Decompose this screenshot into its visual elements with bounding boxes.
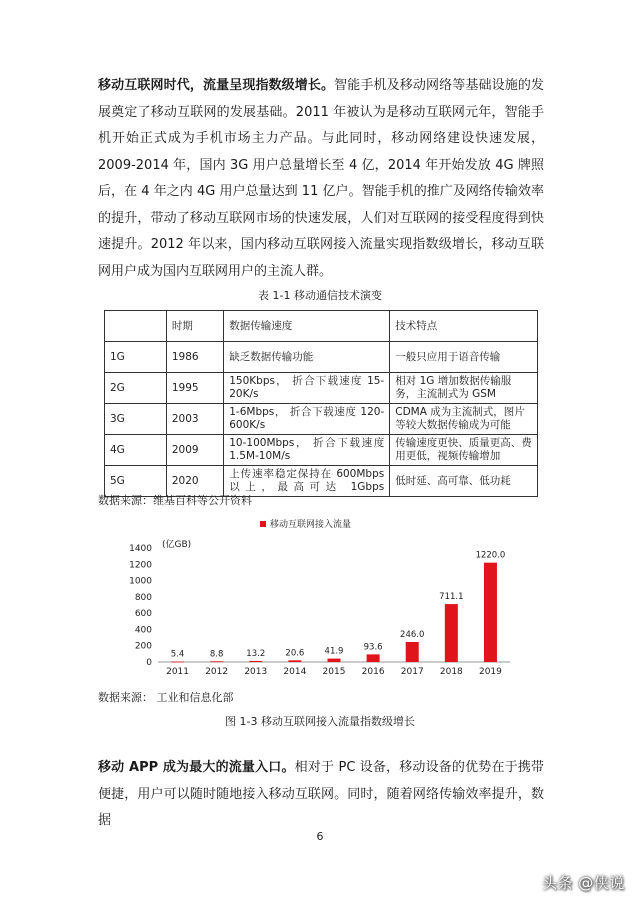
bar-value-label: 5.4 [170,649,185,660]
feature-cell: 传输速度更快、质量更高、费用更低，视频传输增加 [390,435,538,466]
bar-value-label: 41.9 [324,646,344,657]
bar-value-label: 8.8 [209,649,224,660]
bar [367,654,380,662]
header-cell [105,311,167,342]
table-header-row [105,311,538,342]
period-cell: 2003 [166,404,223,435]
x-tick-label: 2013 [244,667,268,677]
bar [171,662,184,663]
period-cell: 1995 [166,373,223,404]
app-paragraph [98,755,544,835]
y-tick-label: 1400 [129,544,152,554]
feature-cell: 相对 1G 增加数据传输服务，主流制式为 GSM [390,373,538,404]
y-tick-label: 400 [134,625,152,636]
speed-cell: 1-6Mbps， 折合下载速度 120-600K/s [224,404,390,435]
intro-body: 智能手机及移动网络等基础设施的发展奠定了移动互联网的发展基础。2011 年被认为是移动互联网元年，智能手机开始正式成为手机市场主力产品。与此同时，移动网络建设快速发展，2009-2014 年，国内 3G 用户总量增长至 4 亿，2014 年开始发放 4G 牌照后，在 4 年之内 4G 用户总量达到 11 亿户。智能手机的推广及网络传输效率的提升，带动了移动互联网市场的快速发展，人们对互联网的接受程度得到快速提升。2012 年以来，国内移动互联网接入流量实现指数级增长，移动互联网用户成为国内互联网用户的主流人群。 [98,78,544,279]
x-tick-label: 2015 [322,667,346,677]
x-tick-label: 2017 [400,667,424,677]
period-cell: 2020 [166,466,223,497]
bar [406,642,419,662]
bar-value-label: 246.0 [400,629,425,640]
table-row [105,373,538,404]
legend-swatch [260,521,266,527]
app-bold-lead: 移动 APP 成为最大的流量入口。 [98,760,295,775]
speed-cell: 缺乏数据传输功能 [224,342,390,373]
y-axis-label: (亿GB) [162,540,192,550]
feature-cell: CDMA 成为主流制式，图片等较大数据传输成为可能 [390,404,538,435]
bar [328,659,341,662]
x-tick-label: 2011 [166,667,190,677]
generation-cell: 4G [105,435,167,466]
header-cell: 技术特点 [390,311,538,342]
bar-value-label: 711.1 [439,592,464,603]
feature-cell: 一般只应用于语音传输 [390,342,538,373]
generation-cell: 2G [105,373,167,404]
figure-source-note: 数据来源： 工业和信息化部 [98,691,234,704]
traffic-bar-chart [100,512,540,680]
page-number: 6 [316,830,324,843]
x-tick-label: 2019 [478,667,502,677]
x-tick-label: 2016 [361,667,385,677]
intro-bold-lead: 移动互联网时代，流量呈现指数级增长。 [98,78,335,93]
bar [288,660,301,662]
table-row [105,435,538,466]
legend-label: 移动互联网接入流量 [270,520,352,530]
y-tick-label: 0 [146,658,152,668]
speed-cell: 10-100Mbps， 折合下载速度 1.5M-10M/s [224,435,390,466]
table-source-note: 数据来源：维基百科等公开资料 [98,494,252,507]
generation-cell: 3G [105,404,167,435]
table-row [105,342,538,373]
bar-value-label: 13.2 [246,648,266,659]
generation-cell: 1G [105,342,167,373]
period-cell: 2009 [166,435,223,466]
watermark-logo: 头条 @侠说 [542,874,625,892]
mobile-tech-table [104,310,538,497]
y-tick-label: 600 [134,609,152,620]
table-caption: 表 1-1 移动通信技术演变 [258,289,382,302]
y-tick-label: 1000 [129,576,152,587]
y-tick-label: 200 [134,641,152,652]
bar-value-label: 93.6 [363,642,383,653]
y-tick-label: 1200 [129,560,152,571]
x-tick-label: 2018 [439,667,463,677]
feature-cell: 低时延、高可靠、低功耗 [390,466,538,497]
speed-cell: 150Kbps， 折合下载速度 15-20K/s [224,373,390,404]
bar-value-label: 1220.0 [475,550,506,561]
table-row [105,404,538,435]
bar [249,661,262,662]
period-cell: 1986 [166,342,223,373]
generation-cell: 5G [105,466,167,497]
bar [210,661,223,662]
x-tick-label: 2014 [283,667,307,677]
figure-caption: 图 1-3 移动互联网接入流量指数级增长 [225,715,415,728]
bar [484,563,497,662]
x-tick-label: 2012 [205,667,229,677]
app-body: 相对于 PC 设备，移动设备的优势在于携带便捷，用户可以随时随地接入移动互联网。同时，随着网络传输效率提升，数据 [98,760,544,828]
header-cell: 时期 [166,311,223,342]
y-tick-label: 800 [134,592,152,603]
speed-cell: 上传速率稳定保持在 600Mbps 以上，最高可达 1Gbps [224,466,390,497]
bar [445,604,458,662]
bar-value-label: 20.6 [285,648,305,659]
header-cell: 数据传输速度 [224,311,390,342]
intro-paragraph [98,73,544,285]
